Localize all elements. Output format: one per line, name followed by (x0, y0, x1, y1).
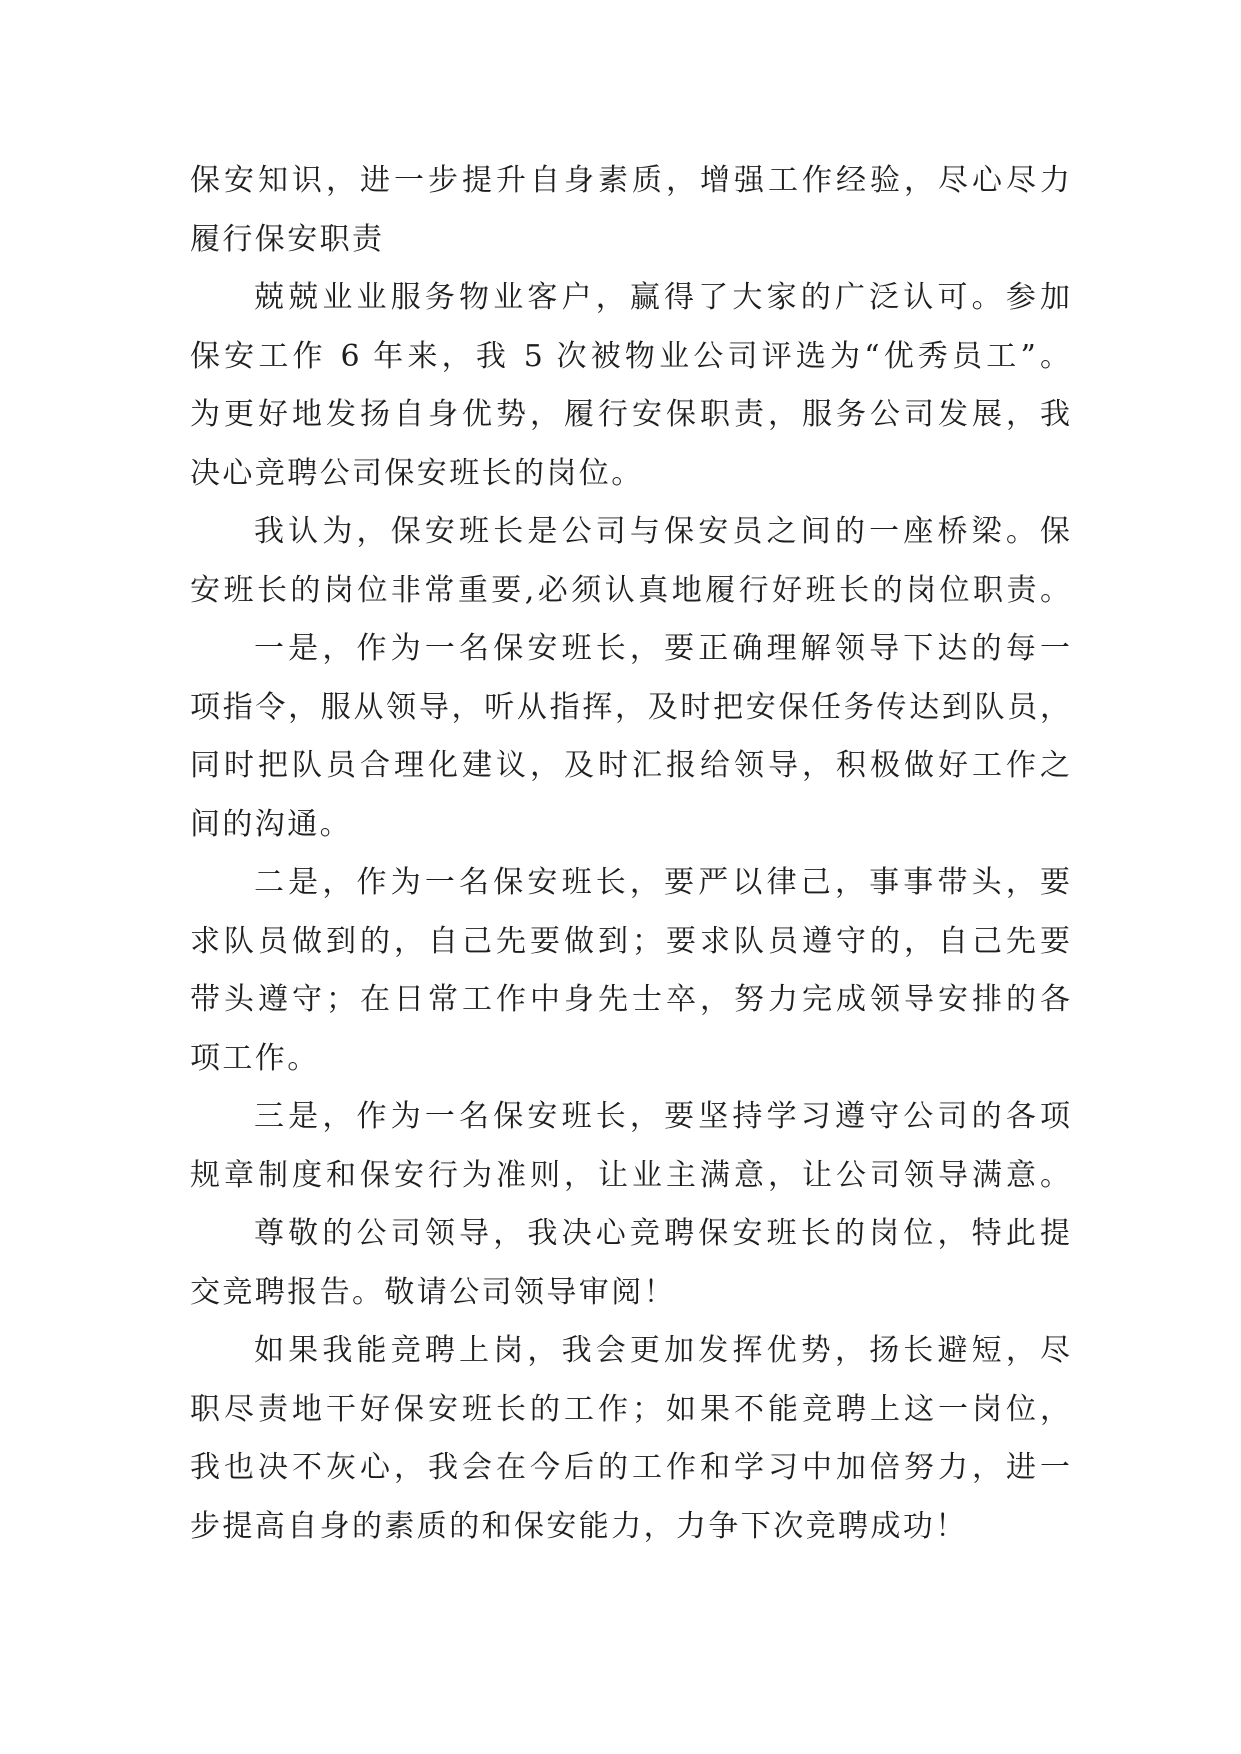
text-line: 带头遵守；在日常工作中身先士卒，努力完成领导安排的各 (190, 982, 1070, 1017)
text-line: 同时把队员合理化建议，及时汇报给领导，积极做好工作之 (190, 748, 1070, 783)
document-body (190, 152, 1070, 1556)
text-line: 间的沟通。 (190, 806, 352, 842)
text-line: 尊敬的公司领导，我决心竞聘保安班长的岗位，特此提 (254, 1216, 1070, 1251)
text-line: 决心竞聘公司保安班长的岗位。 (190, 455, 644, 491)
text-line: 我也决不灰心，我会在今后的工作和学习中加倍努力，进一 (190, 1450, 1070, 1485)
text-line: 项工作。 (190, 1040, 320, 1076)
text-line: 步提高自身的素质的和保安能力，力争下次竞聘成功！ (190, 1508, 968, 1544)
text-line: 兢兢业业服务物业客户，赢得了大家的广泛认可。参加 (254, 280, 1070, 315)
text-line: 安班长的岗位非常重要,必须认真地履行好班长的岗位职责。 (190, 572, 1070, 608)
text-line: 二是，作为一名保安班长，要严以律己，事事带头，要 (254, 865, 1070, 900)
text-line: 项指令，服从领导，听从指挥，及时把安保任务传达到队员， (190, 689, 1070, 725)
text-line: 保安知识，进一步提升自身素质，增强工作经验，尽心尽力 (190, 163, 1070, 198)
text-line: 如果我能竞聘上岗，我会更加发挥优势，扬长避短，尽 (254, 1333, 1070, 1368)
text-line: 为更好地发扬自身优势，履行安保职责，服务公司发展，我 (190, 397, 1070, 432)
text-line: 交竞聘报告。敬请公司领导审阅！ (190, 1274, 676, 1310)
text-line: 我认为，保安班长是公司与保安员之间的一座桥梁。保 (254, 514, 1070, 549)
text-line: 求队员做到的，自己先要做到；要求队员遵守的，自己先要 (190, 923, 1070, 959)
text-line: 职尽责地干好保安班长的工作；如果不能竞聘上这一岗位， (190, 1391, 1070, 1427)
text-line: 履行保安职责 (190, 221, 385, 257)
text-line: 一是，作为一名保安班长，要正确理解领导下达的每一 (254, 631, 1070, 666)
text-line: 保安工作 6 年来，我 5 次被物业公司评选为“优秀员工”。 (190, 338, 1070, 374)
text-line: 三是，作为一名保安班长，要坚持学习遵守公司的各项 (254, 1099, 1070, 1134)
text-line: 规章制度和保安行为准则，让业主满意，让公司领导满意。 (190, 1157, 1070, 1193)
